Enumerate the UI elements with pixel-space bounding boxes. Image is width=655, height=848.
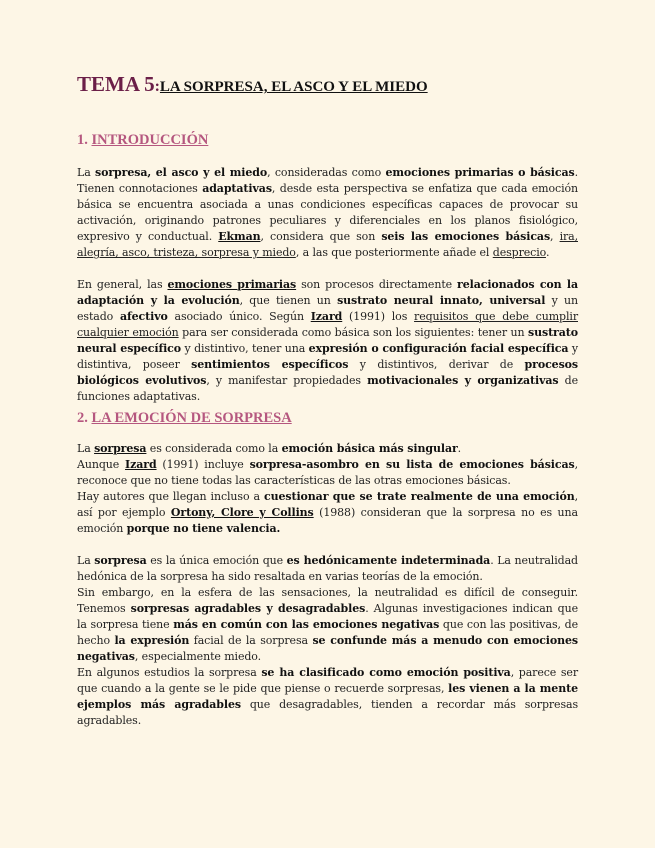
title-tema: TEMA 5 <box>77 72 155 96</box>
link-izard: Izard <box>310 310 343 323</box>
section1-paragraph-1: La sorpresa, el asco y el miedo, consideradas como emociones primarias o básicas. Tienen connotaciones adaptativas, desde esta perspectiva se enfatiza que cada emoción básica se encuentra asociada a unas condiciones específicas capaces de provocar su activación, originando patrones peculiares y diferenciales en los planos fisiológico, expresivo y conductual. Ekman, considera que son seis las emociones básicas, ira, alegría, asco, tristeza, sorpresa y miedo, a las que posteriormente añade el desprecio. <box>77 166 578 259</box>
section1-paragraph-2: En general, las emociones primarias son procesos directamente relacionados con la adaptación y la evolución, que tienen un sustrato neural innato, universal y un estado afectivo asociado único. Según Izard (1991) los requisitos que debe cumplir cualquier emoción para ser considerada como básica son los siguientes: tener un sustrato neural específico y distintivo, tener una expresión o configuración facial específica y distintiva, poseer sentimientos específicos y distintivos, derivar de procesos biológicos evolutivos, y manifestar propiedades motivacionales y organizativas de funciones adaptativas. <box>77 278 579 403</box>
section2-paragraph-3: Hay autores que llegan incluso a cuestionar que se trate realmente de una emoción, así por ejemplo Ortony, Clore y Collins (1988) consideran que la sorpresa no es una emoción porque no tiene valencia. <box>77 490 579 535</box>
section2-paragraph-1: La sorpresa es considerada como la emoción básica más singular. <box>77 442 462 455</box>
link-ekman: Ekman <box>218 230 261 243</box>
title-subtitle: LA SORPRESA, EL ASCO Y EL MIEDO <box>159 79 428 95</box>
section2-paragraphs-b <box>77 553 578 729</box>
section1-title: INTRODUCCIÓN <box>91 132 209 148</box>
section2-heading <box>77 410 292 427</box>
page-title <box>77 72 428 97</box>
section2-title: LA EMOCIÓN DE SORPRESA <box>91 410 292 426</box>
section2-paragraph-2: Aunque Izard (1991) incluye sorpresa-asombro en su lista de emociones básicas, reconoce que no tiene todas las características de las otras emociones básicas. <box>77 458 578 487</box>
section1-heading <box>77 132 208 149</box>
section1-number: 1. <box>77 132 92 148</box>
section2-paragraph-4: La sorpresa es la única emoción que es hedónicamente indeterminada. La neutralidad hedónica de la sorpresa ha sido resaltada en varias teorías de la emoción. <box>77 554 578 583</box>
section2-number: 2. <box>77 410 92 426</box>
section2-paragraph-5: Sin embargo, en la esfera de las sensaciones, la neutralidad es difícil de conseguir. Tenemos sorpresas agradables y desagradables. Algunas investigaciones indican que la sorpresa tiene más en común con las emociones negativas que con las positivas, de hecho la expresión facial de la sorpresa se confunde más a menudo con emociones negativas, especialmente miedo. <box>77 586 579 663</box>
section2-paragraphs-a <box>77 441 578 537</box>
title-separator: : <box>154 78 160 95</box>
section2-paragraph-6: En algunos estudios la sorpresa se ha clasificado como emoción positiva, parece ser que cuando a la gente se le pide que piense o recuerde sorpresas, les vienen a la mente ejemplos más agradables que desagradables, tienden a recordar más sorpresas agradables. <box>77 666 579 727</box>
